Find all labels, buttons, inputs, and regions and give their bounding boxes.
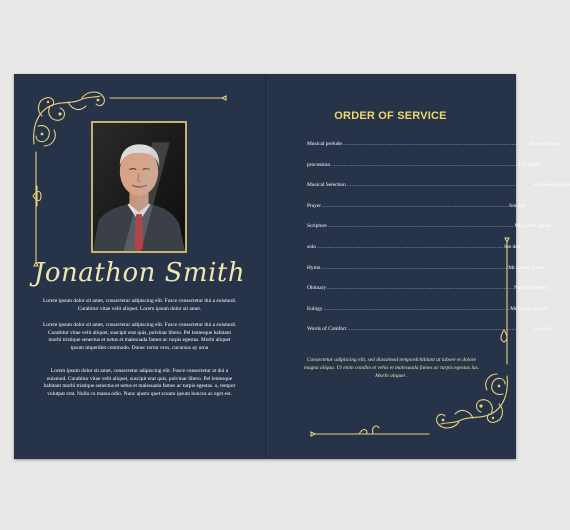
service-item-performer: Mr.Lorem ipsum	[510, 305, 547, 312]
service-item-performer: Mr.Lorem ipsum	[533, 182, 570, 189]
service-item	[307, 222, 552, 230]
service-item-label: Musical Selection	[307, 182, 346, 189]
service-item-performer: Mr.Lorem ipsum	[508, 264, 545, 271]
right-panel	[265, 74, 570, 459]
service-item	[307, 181, 570, 189]
left-panel	[14, 74, 265, 459]
service-item-performer: Jon doe	[503, 244, 521, 250]
service-item-performer: Mr.Lorem ipsum	[514, 223, 552, 230]
service-item-performer: Name of song	[529, 141, 560, 147]
service-item-label: solo	[307, 244, 316, 250]
biography-paragraph: Lorem ipsum dolor sit amet, consectetur adipiscing elit. Fusce consectetur at dui a euismod. Curabitur vitae velit aliquet, suscipit erat quis, pulvinar libero. Pel lentesque habitant morbi tristique senectus et netus et malesuada fames ac turpis egestas. u, tempor volutpat erat. Nulla cu massa odio. Nunc ajusto quet scuuto ipsum honcus ac eget est.	[43, 368, 236, 398]
dotted-leader: ........................................................................................................................	[327, 223, 514, 230]
service-item-performer: Jon doe	[534, 326, 551, 333]
service-item-label: procession	[307, 161, 331, 168]
dotted-leader: ........................................................................................................................	[322, 202, 508, 209]
dotted-leader: ........................................................................................................................	[331, 161, 517, 168]
dotted-leader: ........................................................................................................................	[317, 244, 503, 250]
service-item	[307, 161, 542, 169]
dotted-leader: ........................................................................................................................	[342, 141, 529, 147]
dotted-leader: ........................................................................................................................	[347, 326, 534, 333]
service-item-label: Obituary	[307, 285, 327, 292]
service-item-label: Words of Comfort	[307, 326, 347, 333]
service-item-label: Scripture	[307, 223, 327, 230]
service-item-label: Hymn	[307, 264, 321, 271]
portrait-photo	[91, 121, 187, 253]
service-item	[307, 202, 526, 210]
service-item-performer: Name of person	[513, 285, 549, 292]
biography-paragraph: Lorem ipsum dolor sit amet, consectetur adipiscing elit. Fusce consectetur dui a euismod. Curabitur vitae velit aliquet. Lorem ipsum dolor sit amet.	[43, 298, 236, 312]
dotted-leader: ........................................................................................................................	[327, 285, 513, 292]
dotted-leader: ........................................................................................................................	[321, 264, 508, 271]
service-item-label: Musical prelude	[307, 141, 342, 147]
flourish-ornament-icon	[301, 234, 513, 444]
biography-paragraph: Lorem ipsum dolor sit amet, consectetur adipiscing elit. Fusce consectetur dui a euismod. Curabitur vitae velit aliquet, suscipit erat quis, pulvinar libero. Pel lentesque habitant morbi tristique senectus et netus et malesuada fames ac turpis egestas. Morbi aliquet ipsum imperdiet commodo. Donec tortor eros, cucursus ay urna	[43, 322, 236, 352]
service-item-performer: Jon doe	[508, 202, 526, 209]
service-item	[307, 140, 560, 148]
order-of-service-title: ORDER OF SERVICE	[334, 110, 447, 122]
dotted-leader: ........................................................................................................................	[346, 182, 533, 189]
service-item-performer: The family	[517, 161, 542, 168]
deceased-name: Jonathon Smith	[33, 258, 246, 288]
service-item-label: Prayer	[307, 202, 322, 209]
program-sheet	[14, 74, 570, 459]
dotted-leader: ........................................................................................................................	[323, 305, 510, 312]
closing-quote: Consectetur adipiscing elit, sed diassimod tempordchildant ut labore et dolore magna aliqua. Ut enim condim et vehis et malesuada fames ac turpis egestas lus. Morbi aliquet .	[303, 357, 480, 379]
service-item-label: Eulogy	[307, 305, 323, 312]
